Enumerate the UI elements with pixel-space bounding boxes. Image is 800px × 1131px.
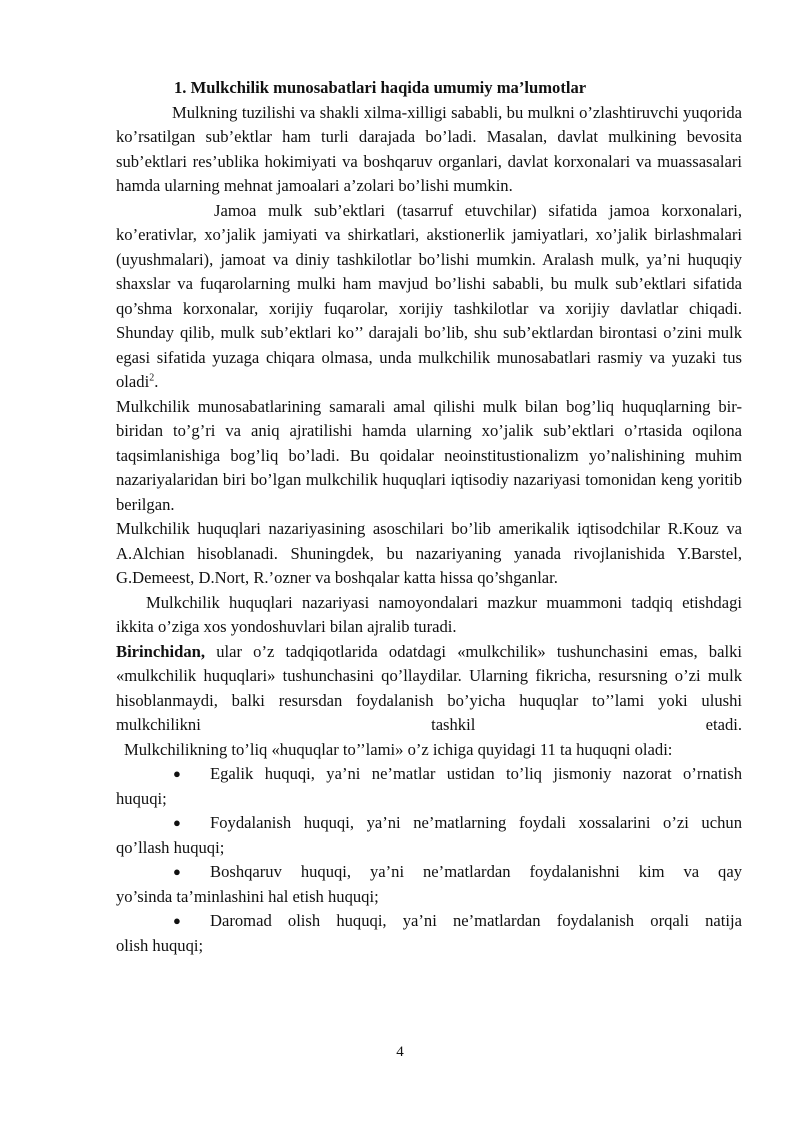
bullet-icon: ● <box>173 864 181 879</box>
list-item-cont: qo’llash huquqi; <box>116 837 225 857</box>
page-number: 4 <box>396 1044 404 1060</box>
paragraph-4: Mulkchilik munosabatlarining samarali amal qilishi mulk bilan bog’liq huquqlarning bir-biridan to’g’ri va aniq ajratilishi hamda ularning xo’jalik sub’ektlari o’rtasida oqilona taqsimlanishiga bog’liq bo’ladi. Bu qoidalar neoinstitustionalizm yo’nalishining muhim nazariyalaridan biri bo’lgan mulkchilik huquqlari iqtisodiy nazariyasi tomonidan keng yoritib berilgan. <box>116 396 742 514</box>
paragraph-3-text: Shunday qilib, mulk sub’ektlari ko’’ darajali bo’lib, shu sub’ektlardan birontasi o’zini mulk egasi sifatida yuzaga chiqara olmasa, unda mulkchilik munosabatlari rasmiy va yuzaki tus oladi <box>116 323 742 391</box>
list-item-cont: olish huquqi; <box>116 935 204 955</box>
list-item-text: Boshqaruv huquqi, ya’ni ne’matlardan foydalanishni kim va qay <box>210 862 742 881</box>
list-item-text: Daromad olish huquqi, ya’ni ne’matlardan foydalanish orqali natija <box>210 911 742 930</box>
list-item <box>116 811 742 860</box>
list-item-text: Foydalanish huquqi, ya’ni ne’matlarning foydali xossalarini o’zi uchun <box>210 813 742 832</box>
bullet-icon: ● <box>173 766 181 781</box>
paragraph-2: Jamoa mulk sub’ektlari (tasarruf etuvchilar) sifatida jamoa korxonalari, ko’erativlar, xo’jalik jamiyati va shirkatlari, akstionerlik jamiyatlari, xo’jalik birlashmalari (uyushmalari), jamoat va diniy tashkilotlar bo’lishi mumkin. Aralash mulk, ya’ni huquqiy shaxslar va fuqarolarning mulki ham mavjud bo’lishi sababli, bu mulk sub’ektlari sifatida qo’shma korxonalar, xorijiy fuqarolar, xorijiy tashkilotlar va xorijiy davlatlar chiqadi. <box>116 200 742 318</box>
bullet-icon: ● <box>173 815 181 830</box>
paragraph-7 <box>116 640 742 738</box>
paragraph-6: Mulkchilik huquqlari nazariyasi namoyondalari mazkur muammoni tadqiq etishdagi ikkita o’ziga xos yondoshuvlari bilan ajralib turadi. <box>116 592 742 636</box>
bullet-list <box>116 762 742 958</box>
paragraph-3 <box>116 321 742 395</box>
paragraph-3-end: . <box>154 372 159 391</box>
list-item-cont: huquqi; <box>116 788 167 808</box>
document-page <box>116 76 742 958</box>
paragraph-5: Mulkchilik huquqlari nazariyasining asoschilari bo’lib amerikalik iqtisodchilar R.Kouz va A.Alchian hisoblanadi. Shuningdek, bu nazariyaning yanada rivojlanishida Y.Barstel, G.Demeest, D.Nort, R.’ozner va boshqalar katta hissa qo’shganlar. <box>116 519 742 587</box>
list-item <box>116 860 742 909</box>
list-item <box>116 762 742 811</box>
list-item-cont: yo’sinda ta’minlashini hal etish huquqi; <box>116 886 379 906</box>
list-item-text: Egalik huquqi, ya’ni ne’matlar ustidan to’liq jismoniy nazorat o’rnatish <box>210 764 742 783</box>
paragraph-7-text: ular o’z tadqiqotlarida odatdagi «mulkchilik» tushunchasini emas, balki «mulkchilik huquqlari» tushunchasini qo’llaydilar. Ularning fikricha, resursning o’zi mulk hisoblanmaydi, balki resursdan foydalanish bo’yicha huquqlar to’’lami yoki ulushi mulkchilikni tashkil etadi. <box>116 641 742 734</box>
list-item <box>116 909 742 958</box>
footnote-ref: 2 <box>149 372 155 384</box>
paragraph-7-bold: Birinchidan, <box>116 641 205 661</box>
section-heading: 1. Mulkchilik munosabatlari haqida umumiy ma’lumotlar <box>174 78 587 97</box>
bullet-icon: ● <box>173 913 181 928</box>
paragraph-1: Mulkning tuzilishi va shakli xilma-xilligi sababli, bu mulkni o’zlashtiruvchi yuqorida ko’rsatilgan sub’ektlar ham turli darajada bo’ladi. Masalan, davlat mulkining bevosita sub’ektlari res’ublika hokimiyati va boshqaruv organlari, davlat korxonalari va muassasalari hamda ularning mehnat jamoalari a’zolari bo’lishi mumkin. <box>116 102 742 195</box>
paragraph-8: Mulkchilikning to’liq «huquqlar to’’lami» o’z ichiga quyidagi 11 ta huquqni oladi: <box>124 739 673 759</box>
